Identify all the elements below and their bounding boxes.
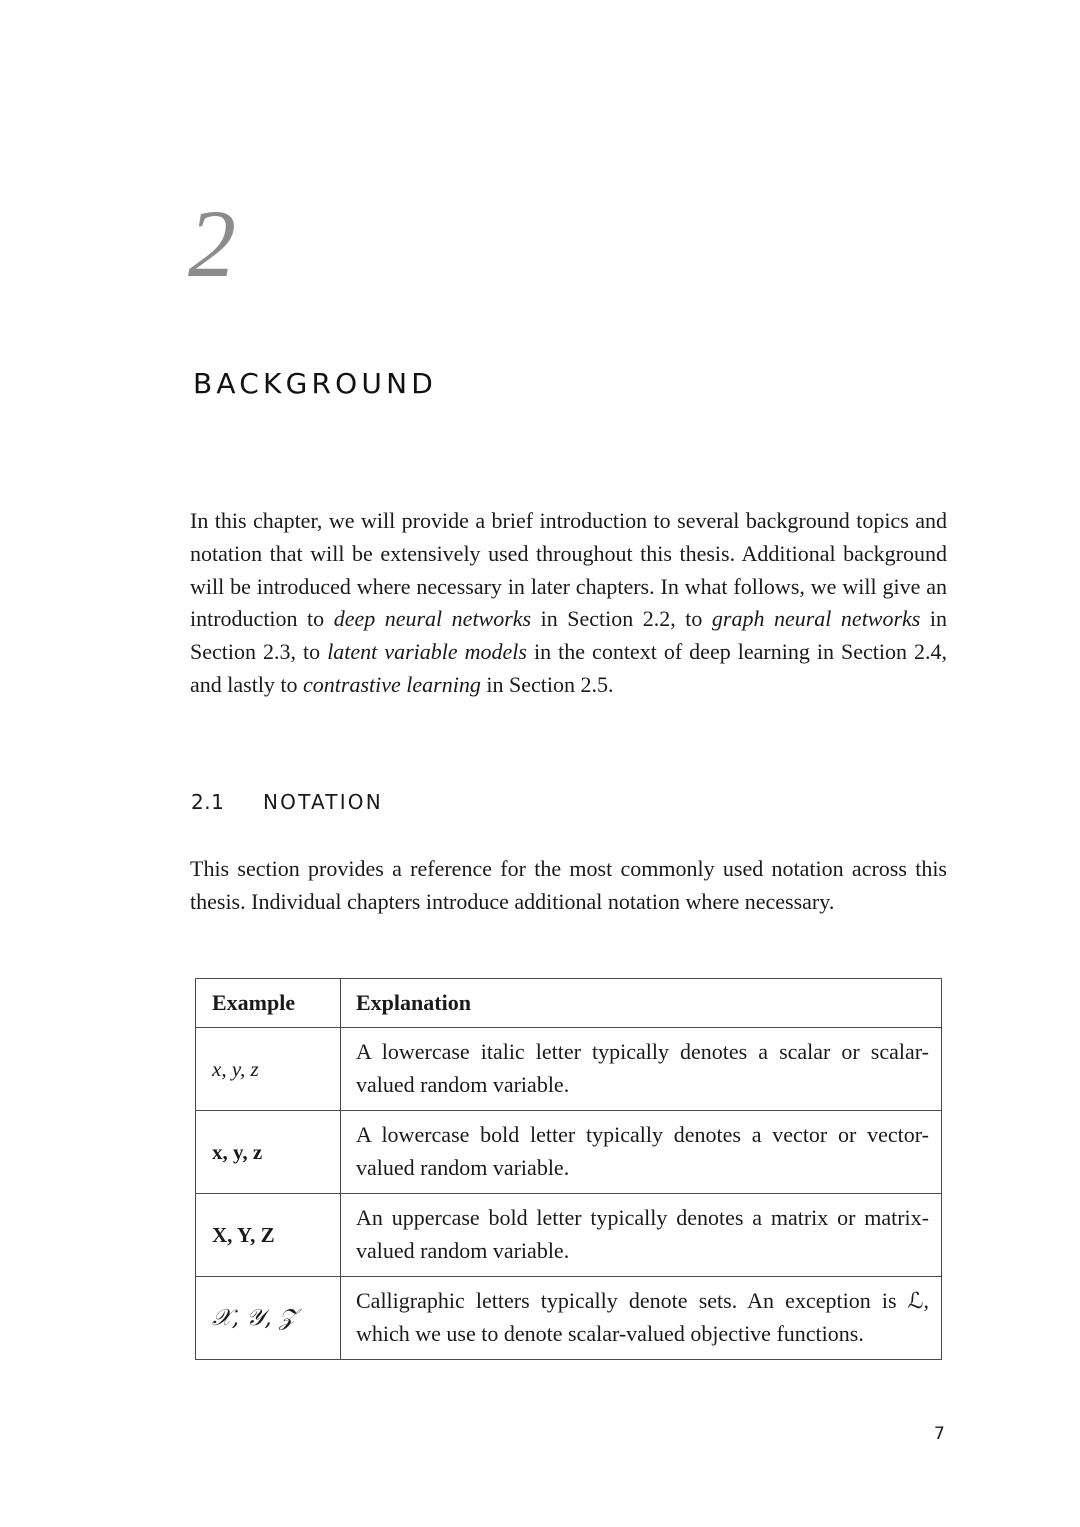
example-bold-matrix: X, Y, Z (212, 1223, 275, 1247)
chapter-number: 2 (188, 190, 236, 297)
example-cell (196, 1028, 341, 1111)
header-explanation: Explanation (341, 979, 942, 1028)
example-bold-vector: x, y, z (212, 1140, 263, 1164)
term-graph-neural-networks: graph neural networks (711, 606, 921, 632)
section-paragraph: This section provides a reference for the most commonly used notation across this thesis. Individual chapters introduce additional notation where necessary. (190, 856, 947, 914)
term-contrastive-learning: contrastive learning (303, 671, 481, 697)
intro-text: in Section 2.2, to (531, 606, 712, 632)
example-cell (196, 1277, 341, 1360)
section-heading (191, 792, 383, 812)
term-latent-variable-models: latent variable models (327, 639, 527, 665)
section-number: 2.1 (191, 790, 225, 814)
explanation-cell: A lowercase bold letter typically denotes a vector or vector-valued random variable. (341, 1111, 942, 1194)
intro-text: in the context of deep learning in Section 2.4, and lastly to (190, 639, 947, 697)
intro-paragraph (190, 505, 947, 702)
explanation-cell: Calligraphic letters typically denote sets. An exception is ℒ, which we use to denote scalar-valued objective functions. (341, 1277, 942, 1360)
table-row (196, 1111, 942, 1194)
intro-text: in Section 2.3, to (190, 606, 947, 665)
example-cell (196, 1111, 341, 1194)
section-title: NOTATION (263, 790, 383, 814)
example-italic-scalar: x, y, z (212, 1057, 259, 1081)
notation-table (195, 978, 942, 1360)
explanation-cell: An uppercase bold letter typically denotes a matrix or matrix-valued random variable. (341, 1194, 942, 1277)
table-row (196, 1028, 942, 1111)
example-cell (196, 1194, 341, 1277)
page-number: 7 (934, 1424, 945, 1444)
explanation-cell: A lowercase italic letter typically denotes a scalar or scalar-valued random variable. (341, 1028, 942, 1111)
table-row (196, 1277, 942, 1360)
table-header-row (196, 979, 942, 1028)
chapter-title: BACKGROUND (193, 367, 437, 400)
header-example: Example (196, 979, 341, 1028)
table-row (196, 1194, 942, 1277)
intro-text: In this chapter, we will provide a brief introduction to several background topics and notation that will be extensively used throughout this thesis. Additional background will be introduced where necessary in later chapters. In what follows, we will give an introduction to (190, 508, 947, 632)
example-calligraphic-set: 𝒳, 𝒴, 𝒵 (212, 1305, 297, 1331)
term-deep-neural-networks: deep neural networks (333, 606, 532, 632)
intro-text: in Section 2.5. (480, 671, 614, 697)
